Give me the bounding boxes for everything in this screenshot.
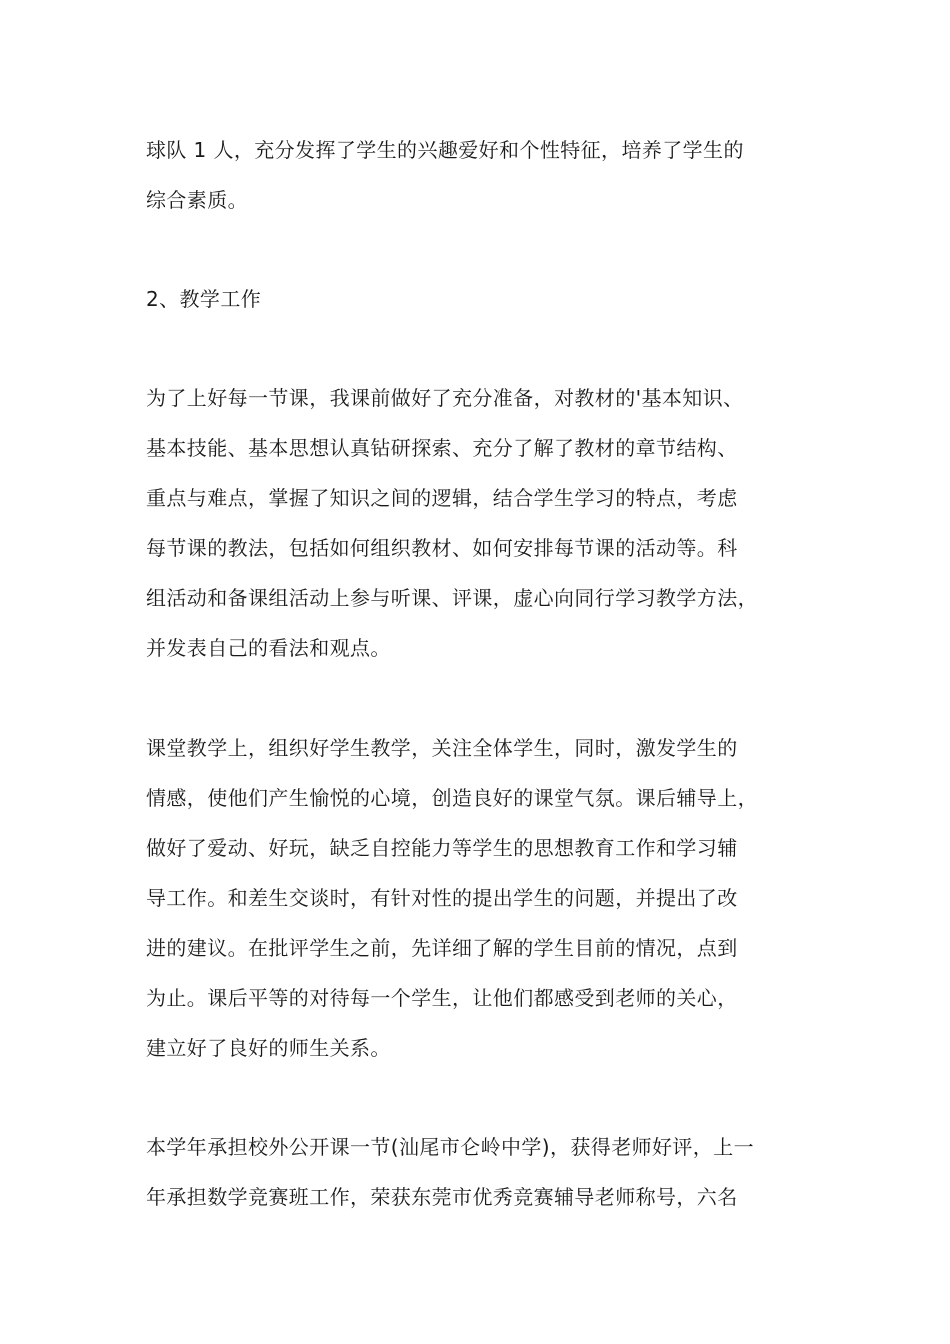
text-line: 球队 1 人，充分发挥了学生的兴趣爱好和个性特征，培养了学生的 [146,138,744,162]
text-line: 并发表自己的看法和观点。 [146,636,391,660]
text-line: 基本技能、基本思想认真钻研探索、充分了解了教材的章节结构、 [146,436,738,460]
text-line: 综合素质。 [146,188,248,212]
text-line: 为了上好每一节课，我课前做好了充分准备，对教材的'基本知识、 [146,386,744,410]
text-line: 建立好了良好的师生关系。 [146,1036,391,1060]
text-line: 导工作。和差生交谈时，有针对性的提出学生的问题，并提出了改 [146,886,738,910]
text-line: 做好了爱动、好玩，缺乏自控能力等学生的思想教育工作和学习辅 [146,836,738,860]
text-line: 进的建议。在批评学生之前，先详细了解的学生目前的情况，点到 [146,936,738,960]
text-line: 本学年承担校外公开课一节(汕尾市仑岭中学)，获得老师好评，上一 [146,1135,755,1159]
text-line: 组活动和备课组活动上参与听课、评课，虚心向同行学习教学方法， [146,586,758,610]
text-line: 情感，使他们产生愉悦的心境，创造良好的课堂气氛。课后辅导上， [146,786,758,810]
text-line: 课堂教学上，组织好学生教学，关注全体学生，同时，激发学生的 [146,736,738,760]
text-line: 年承担数学竞赛班工作，荣获东莞市优秀竞赛辅导老师称号，六名 [146,1185,738,1209]
section-heading: 2、教学工作 [146,287,262,311]
text-line: 为止。课后平等的对待每一个学生，让他们都感受到老师的关心， [146,986,738,1010]
text-line: 重点与难点，掌握了知识之间的逻辑，结合学生学习的特点，考虑 [146,486,738,510]
text-line: 每节课的教法，包括如何组织教材、如何安排每节课的活动等。科 [146,536,738,560]
